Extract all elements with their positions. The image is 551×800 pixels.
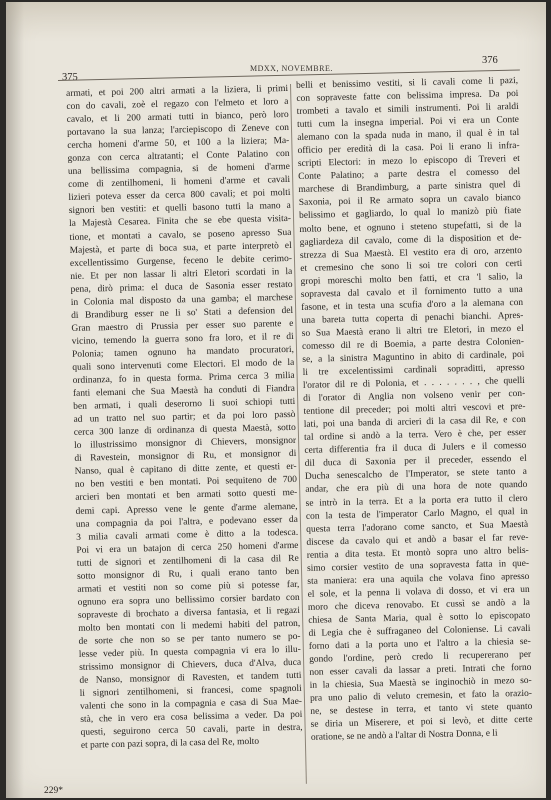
right-column-line: oratione, se ne andò a l'altar di Nostra Donna, e li <box>310 728 498 744</box>
left-column-line: sopraveste di brochato a diversa fantasia, et li regazi <box>77 605 301 621</box>
page-top-shade <box>6 2 546 42</box>
right-column-line: gondo l'ordine, però credo li recupererano per <box>309 649 532 665</box>
right-column-line: sta maniera: era una aquila che volava fino apresso <box>307 571 530 587</box>
left-column-line: ordinanza, fo in questa forma. Prima cerca 3 milia <box>72 370 295 386</box>
right-column-line: se diria un Miserere, et poi si levò, et ditte certe <box>310 715 533 731</box>
left-column-line: signori ben vestiti: et quelli basono tutti la mano a <box>68 201 291 217</box>
right-column-line: belissimo et gagliardo, lo qual lo manizò più fiate <box>298 206 522 222</box>
left-column-line: una compagnia da poi l'altra, e podevano esser da <box>75 514 298 530</box>
right-column-line: strezza di Sua Maestà. El vestito era di oro, arzento <box>299 245 523 261</box>
right-column-line: moro che diceva renovabo. Et cussì se andò a la <box>307 597 531 613</box>
right-column-line: dil duca di Saxonia per il preceder, essendo el <box>304 454 527 470</box>
left-page-number: 375 <box>62 72 78 83</box>
right-column-line: et cremesino che sono li soi tre colori con certi <box>300 258 523 274</box>
left-column-line: no ben vestiti e ben montati. Poi sequiteno de 700 <box>74 475 298 491</box>
left-column-line: Poi vi era un batajon di cerca 250 homeni d'arme <box>76 540 299 556</box>
right-column-line: se, a la sinistra Maguntino in abito di cardinale, poi <box>302 349 525 365</box>
left-column-line: lo illustrissimo monsignor di Chievers, monsignor <box>74 436 297 452</box>
left-column-line: de sorte che non so se per tanto numero se po- <box>78 631 301 647</box>
left-column-line: ognuno era sopra uno bellissimo corsier bardato con <box>77 592 300 608</box>
right-column-line: belli et benissimo vestiti, si li cavali come li pazi, <box>296 75 519 91</box>
right-column-line: fasone, et in testa una scufia d'oro a la alemana con <box>301 297 524 313</box>
left-column-line: stà, che in vero era cosa belissima a veder. Da poi <box>80 710 303 726</box>
left-column-line: Majestà, et parte di boca sua, et parte interpretò el <box>69 240 292 256</box>
right-column-line: rentia a dita testa. Et montò sopra uno altro belis- <box>306 545 529 561</box>
running-head: MDXX, NOVEMBRE. <box>250 64 333 73</box>
right-column-line: forno dati a la porta uno et l'altro a la chiesia se- <box>308 636 531 652</box>
right-column-line: Conte Palatino; a parte destra el comesso del <box>298 167 521 183</box>
left-column-line: excellentissimo Gurgense, feceno le debite cerimo- <box>69 253 293 269</box>
left-column-line: cercha homeni d'arme 50, et 100 a la liziera; Ma- <box>67 136 290 152</box>
left-column <box>66 83 303 753</box>
left-column-line: lesse veder più. In questa compagnia vi era lo illu- <box>78 644 301 660</box>
left-column-line: et parte con pazi sopra, di la casa del Re, molto <box>80 737 260 752</box>
right-column-line: tal ordine si andò a la terra. Vero è che, per esser <box>304 428 527 444</box>
right-column-line: Ducha senescalcho de l'Imperator, se stete tanto a <box>304 467 528 483</box>
left-column-line: tutti de signori et zentilhomeni di la casa dil Re <box>76 553 299 569</box>
left-column-line: la Majestà Cesarea. Finita che se ebe questa visita- <box>68 214 292 230</box>
right-column-line: marchese di Brandimburg, a parte sinistra quel di <box>298 180 521 196</box>
left-column-line: fanti elemani che Sua Maestà ha conduti di Fiandra <box>72 383 296 399</box>
right-column-line: con la testa de l'imperator Carlo Magno, el qual in <box>305 506 528 522</box>
left-column-line: cerca 300 lanze di ordinanza di questa Maestà, sotto <box>73 423 296 439</box>
left-column-line: ad un tratto nel suo partir; et da poi loro passò <box>73 410 296 426</box>
left-column-line: demi capi. Apresso vene le gente d'arme alemane, <box>75 501 298 517</box>
left-column-line: armati, et poi 200 altri armati a la liziera, li primi <box>66 83 289 99</box>
right-column-line: andar, che era più di una hora de note quando <box>305 480 528 496</box>
left-column-line: questi, seguirono cerca 50 cavali, parte in destra, <box>80 723 303 739</box>
right-column-line: tutti cum la insegna imperial. Poi vi era un Conte <box>296 115 520 131</box>
left-column-line: ben armati, i quali deserorno li suoi schiopi tutti <box>73 397 296 413</box>
right-column-line: ne, se destese in terra, et tanto vi stete quanto <box>310 702 533 718</box>
right-column-line: li tre excelentissimi cardinali sopraditti, apresso <box>302 362 525 378</box>
left-column-line: de Nanso, monsignor di Ravesten, et tandem tutti <box>79 670 302 686</box>
left-column-line: gonza con cerca altratanti; el Conte Palatino con <box>67 149 290 165</box>
right-column-line: di Legia che è suffraganeo del Coloniense. Li cavali <box>308 623 531 639</box>
left-column-line: come di zentilhomeni, li homeni d'arme et cavali <box>68 175 291 191</box>
left-column-line: Polonia; tamen ognuno ha mandato procuratori, <box>71 344 295 360</box>
right-column-line: se intrò in la terra. Et a la porta era tutto il clero <box>305 493 528 509</box>
right-column-line: trombeti a tavalo et simili instrumenti. Poi li araldi <box>296 102 519 118</box>
left-column-line: strissimo monsignor di Chievers, duca d'Alva, duca <box>79 657 302 673</box>
left-column-line: lizieri poteva esser da cerca 800 cavali; et poi molti <box>68 188 291 204</box>
right-column-line: chiesa de Santa Maria, qual è sotto lo episcopato <box>308 610 531 626</box>
left-column-line: una bellissima compagnia, si de homeni d'arme <box>67 162 290 178</box>
left-column-line: con do cavali, zoè el regazo con l'elmeto et loro a <box>66 97 289 113</box>
left-column-line: Gran maestro di Prussia per esser suo parente e <box>71 318 294 334</box>
left-column-line: sotto monsignor di Ru, i quali erano tanto ben <box>76 566 300 582</box>
right-column-line: alemano con la spada nuda in mano, il qual è in tal <box>297 128 520 144</box>
margin-number: 229* <box>44 786 63 796</box>
left-column-line: tione, et montati a cavalo, se poseno apresso Sua <box>69 227 292 243</box>
right-column-line: sopravesta dal cavalo et il fornimento tutto a una <box>300 284 523 300</box>
right-column-line: lati, poi una banda di arcieri di la casa dil Re, e con <box>303 415 526 431</box>
left-column-line: nie. Et per non lassar li altri Eletori scordati in la <box>70 266 293 282</box>
binding-shadow <box>6 2 24 798</box>
right-column-line: con sopraveste fatte con belissima impresa. Da poi <box>296 89 519 105</box>
left-column-line: valenti che sono in la compagnia e casa di Sua Mae- <box>79 697 303 713</box>
left-column-line: quali sono intervenuti come Electori. El modo de la <box>72 357 295 373</box>
right-column-line: non esser cavali da lassar a preti. Intrati che forno <box>309 662 532 678</box>
left-column-line: pena, dirò prima: el duca de Sasonia esser restato <box>70 279 293 295</box>
left-column-line: 3 milia cavali armati come è ditto a la todesca. <box>76 527 299 543</box>
right-page-number: 376 <box>482 55 498 66</box>
right-column-line: Saxonia, poi il Re armato sopra un cavalo bianco <box>298 193 521 209</box>
right-column-line: so Sua Maestà erano li altri tre Eletori, in mezo el <box>301 323 524 339</box>
right-column-line: officio per eredità di la casa. Poi li erano li infra- <box>297 141 520 157</box>
right-column-line: questa terra l'adorano come sancto, et Sua Maestà <box>306 519 529 535</box>
right-column-line: una bareta tutta coperta di penachi bianchi. Apres- <box>301 310 524 326</box>
right-column-line: scripti Electori: in mezo lo episcopo di Treveri et <box>297 154 520 170</box>
left-column-line: in Colonia mal disposto da una gamba; el marchese <box>70 292 293 308</box>
right-column <box>296 75 533 745</box>
left-column-line: di Brandiburg esser ne li so' Stati a defension del <box>71 305 294 321</box>
right-column-line: discese da cavalo qui et andò a basar el far reve- <box>306 532 529 548</box>
right-column-line: comesso dil re di Boemia, a parte destra Colonien- <box>301 336 525 352</box>
right-column-line: tentione dil preceder; poi molti altri vescovi et pre- <box>303 402 526 418</box>
left-column-line: arcieri ben montati et ben armati sotto questi me- <box>75 488 298 504</box>
right-column-line: in la chiesia, Sua Maestà se inginochiò in mezo so- <box>309 675 532 691</box>
right-column-line: l'orator dil re di Polonia, et . . . . . . . , che quelli <box>302 375 526 391</box>
right-column-line: el sole, et la penna li volava di dosso, et vi era un <box>307 584 530 600</box>
right-column-line: simo corsier vestito de una sopravesta fatta in que- <box>306 558 530 574</box>
left-column-line: Nanso, qual è capitano di ditte zente, et questi er- <box>74 462 297 478</box>
left-column-line: molto ben montati con li medemi habiti del patron, <box>78 618 301 634</box>
right-column-line: molto bene, et ognuno i steteno stupefatti, si de la <box>299 219 522 235</box>
left-column-line: di Ravestein, monsignor di Ru, et monsignor di <box>74 449 297 465</box>
left-column-line: armati et vestiti non so come più si potesse far, <box>77 579 300 595</box>
left-column-line: li signori zentilhomeni, si francesi, come spagnoli <box>79 683 302 699</box>
right-column-line: pra uno palio di veluto cremesin, et fato la orazio- <box>309 689 533 705</box>
left-column-line: portavano la sua lanza; l'arciepiscopo di Zeneve con <box>66 123 290 139</box>
right-column-line: certa differentia fra il duca di Julers e il comesso <box>304 441 527 457</box>
left-column-line: vicino, temendo la guerra sono fra loro, et il re di <box>71 331 294 347</box>
right-column-line: di l'orator di Anglia non volseno venir per con- <box>303 389 526 405</box>
right-column-line: gropi moreschi molto ben fatti, et cra 'l salio, la <box>300 271 523 287</box>
right-column-line: gagliardeza dil cavalo, come di la disposition et de- <box>299 232 522 248</box>
left-column-line: cavalo, et li 200 armati tutti in bianco, però loro <box>66 110 289 126</box>
